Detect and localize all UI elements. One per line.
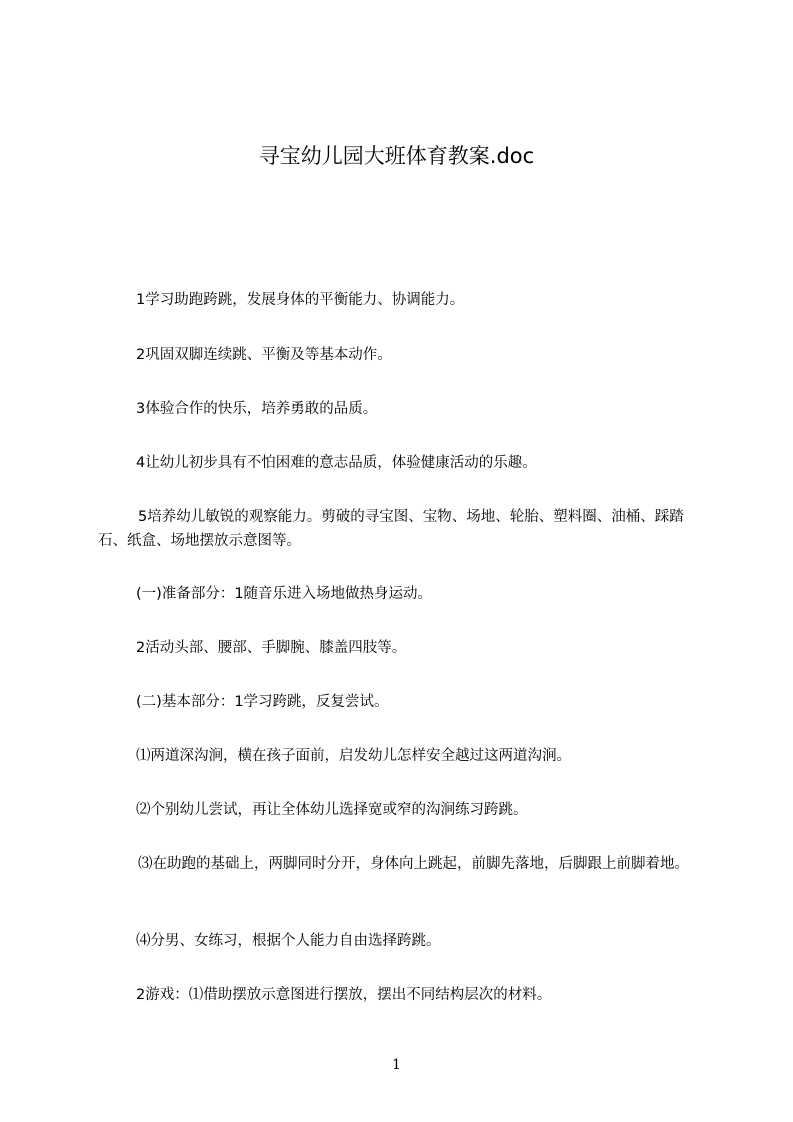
- paragraph-6: (一)准备部分：1随音乐进入场地做热身运动。: [136, 586, 433, 602]
- paragraph-11: ⑶在助跑的基础上，两脚同时分开，身体向上跳起，前脚先落地，后脚跟上前脚着地。: [138, 856, 689, 872]
- paragraph-2: 2巩固双脚连续跳、平衡及等基本动作。: [136, 347, 392, 363]
- paragraph-10: ⑵个别幼儿尝试，再让全体幼儿选择宽或窄的沟涧练习跨跳。: [136, 802, 528, 818]
- document-title: 寻宝幼儿园大班体育教案.doc: [258, 144, 535, 168]
- paragraph-7: 2活动头部、腰部、手脚腕、膝盖四肢等。: [136, 640, 407, 656]
- paragraph-4: 4让幼儿初步具有不怕困难的意志品质，体验健康活动的乐趣。: [136, 455, 537, 471]
- page-number: 1: [392, 1057, 401, 1073]
- paragraph-12: ⑷分男、女练习，根据个人能力自由选择跨跳。: [136, 933, 441, 949]
- paragraph-9: ⑴两道深沟涧，横在孩子面前，启发幼儿怎样安全越过这两道沟涧。: [136, 748, 571, 764]
- paragraph-5: 5培养幼儿敏锐的观察能力。剪破的寻宝图、宝物、场地、轮胎、塑料圈、油桶、踩踏石、纸盒、场地摆放示意图等。: [98, 509, 684, 549]
- paragraph-13: 2游戏：⑴借助摆放示意图进行摆放，摆出不同结构层次的材料。: [136, 987, 552, 1003]
- paragraph-1: 1学习助跑跨跳，发展身体的平衡能力、协调能力。: [136, 292, 465, 308]
- paragraph-3: 3体验合作的快乐，培养勇敢的品质。: [136, 401, 378, 417]
- paragraph-8: (二)基本部分：1学习跨跳，反复尝试。: [136, 694, 389, 710]
